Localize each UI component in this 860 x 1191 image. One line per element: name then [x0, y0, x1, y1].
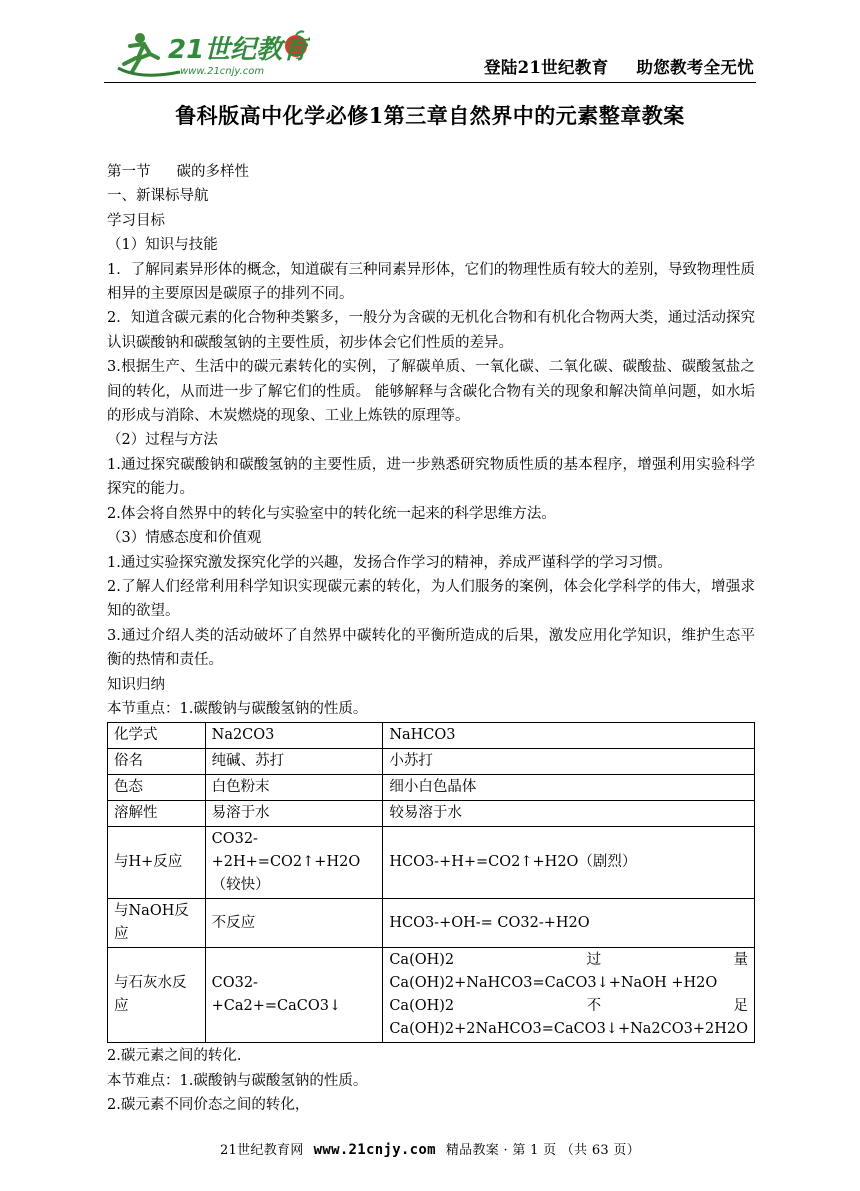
- table-cell: 易溶于水: [205, 801, 383, 827]
- table-cell: CO32-+2H+=CO2↑+H2O（较快）: [205, 827, 383, 899]
- slogan-login: 登陆21世纪教育: [484, 58, 609, 77]
- table-cell: 俗名: [108, 749, 206, 775]
- heading-values: （3）情感态度和价值观: [107, 530, 262, 547]
- paragraph: 1．了解同素异形体的概念，知道碳有三种同素异形体，它们的物理性质有较大的差别，导致物理性质相异的主要原因是碳原子的排列不同。: [107, 261, 755, 303]
- table-cell: NaHCO3: [383, 723, 755, 749]
- paragraph: 1.通过探究碳酸钠和碳酸氢钠的主要性质，进一步熟悉研究物质性质的基本程序，增强利用实验科学探究的能力。: [107, 456, 755, 498]
- svg-text:21世纪教育: 21世纪教育: [168, 35, 309, 65]
- heading-navigation: 一、新课标导航: [107, 188, 209, 205]
- table-cell: Na2CO3: [205, 723, 383, 749]
- paragraph: 1.通过实验探究激发探究化学的兴趣，发扬合作学习的精神，养成严谨科学的学习习惯。: [107, 554, 672, 571]
- slogan-help: 助您教考全无忧: [636, 58, 754, 77]
- excess-line: Ca(OH)2 过 量: [389, 952, 748, 969]
- footer-page-info: 精品教案 · 第 1 页 （共 63 页）: [445, 1143, 641, 1158]
- table-cell: 溶解性: [108, 801, 206, 827]
- paragraph: 2.了解人们经常利用科学知识实现碳元素的转化，为人们服务的案例，体会化学科学的伟大，增强求知的欲望。: [107, 578, 755, 620]
- heading-goals: 学习目标: [107, 212, 165, 229]
- heading-knowledge: （1）知识与技能: [107, 237, 218, 254]
- table-row: [108, 775, 755, 801]
- table-cell: 与H+反应: [108, 827, 206, 899]
- table-cell: HCO3-+OH-= CO32-+H2O: [383, 899, 755, 948]
- paragraph: 2.碳元素之间的转化.: [107, 1048, 242, 1065]
- difficulty-point: 本节难点：1.碳酸钠与碳酸氢钠的性质。: [107, 1072, 368, 1089]
- page-footer: [0, 1139, 860, 1158]
- paragraph: 3.根据生产、生活中的碳元素转化的实例，了解碳单质、一氧化碳、二氧化碳、碳酸盐、碳酸氢盐之间的转化，从而进一步了解它们的性质。 能够解释与含碳化合物有关的现象和解决简单问题，如水垢的形成与消除、木炭燃烧的现象、工业上炼铁的原理等。: [107, 359, 755, 425]
- table-row: [108, 948, 755, 1043]
- table-cell: 与NaOH反应: [108, 899, 206, 948]
- heading-process: （2）过程与方法: [107, 432, 218, 449]
- table-cell: 白色粉末: [205, 775, 383, 801]
- paragraph: 2．知道含碳元素的化合物种类繁多，一般分为含碳的无机化合物和有机化合物两大类，通过活动探究认识碳酸钠和碳酸氢钠的主要性质，初步体会它们性质的差异。: [107, 310, 755, 351]
- excess-equation: Ca(OH)2+NaHCO3=CaCO3↓+NaOH +H2O: [389, 975, 718, 992]
- table-cell: [383, 948, 755, 1043]
- table-cell: CO32-+Ca2+=CaCO3↓: [205, 948, 383, 1043]
- paragraph: 2.碳元素不同价态之间的转化，: [107, 1097, 310, 1114]
- document-body: [107, 160, 755, 1118]
- header-slogan: [484, 54, 754, 78]
- heading-summary: 知识归纳: [107, 676, 165, 693]
- page-header: [104, 28, 756, 83]
- shortage-equation: Ca(OH)2+2NaHCO3=CaCO3↓+Na2CO3+2H2O: [389, 1021, 748, 1038]
- table-row: [108, 749, 755, 775]
- paragraph: 2.体会将自然界中的转化与实验室中的转化统一起来的科学思维方法。: [107, 505, 556, 522]
- table-cell: 较易溶于水: [383, 801, 755, 827]
- table-cell: 色态: [108, 775, 206, 801]
- table-cell: 纯碱、苏打: [205, 749, 383, 775]
- table-row: [108, 827, 755, 899]
- footer-site-link[interactable]: www.21cnjy.com: [313, 1142, 436, 1158]
- table-cell: 化学式: [108, 723, 206, 749]
- section-heading: 第一节 碳的多样性: [107, 164, 249, 180]
- table-cell: HCO3-+H+=CO2↑+H2O（剧烈）: [383, 827, 755, 899]
- key-point: 本节重点：1.碳酸钠与碳酸氢钠的性质。: [107, 700, 368, 717]
- table-row: [108, 899, 755, 948]
- table-cell: 与石灰水反应: [108, 948, 206, 1043]
- paragraph: 3.通过介绍人类的活动破坏了自然界中碳转化的平衡所造成的后果，激发应用化学知识，维护生态平衡的热情和责任。: [107, 627, 755, 669]
- table-row: [108, 801, 755, 827]
- table-cell: 细小白色晶体: [383, 775, 755, 801]
- table-row: [108, 723, 755, 749]
- table-cell: 不反应: [205, 899, 383, 948]
- site-logo: [110, 28, 310, 80]
- shortage-line: Ca(OH)2 不 足: [389, 998, 748, 1015]
- document-title: 鲁科版高中化学必修1第三章自然界中的元素整章教案: [175, 103, 685, 128]
- table-cell: 小苏打: [383, 749, 755, 775]
- footer-source: 21世纪教育网: [219, 1143, 304, 1158]
- properties-table: [107, 722, 755, 1043]
- svg-text:www.21cnjy.com: www.21cnjy.com: [180, 66, 265, 77]
